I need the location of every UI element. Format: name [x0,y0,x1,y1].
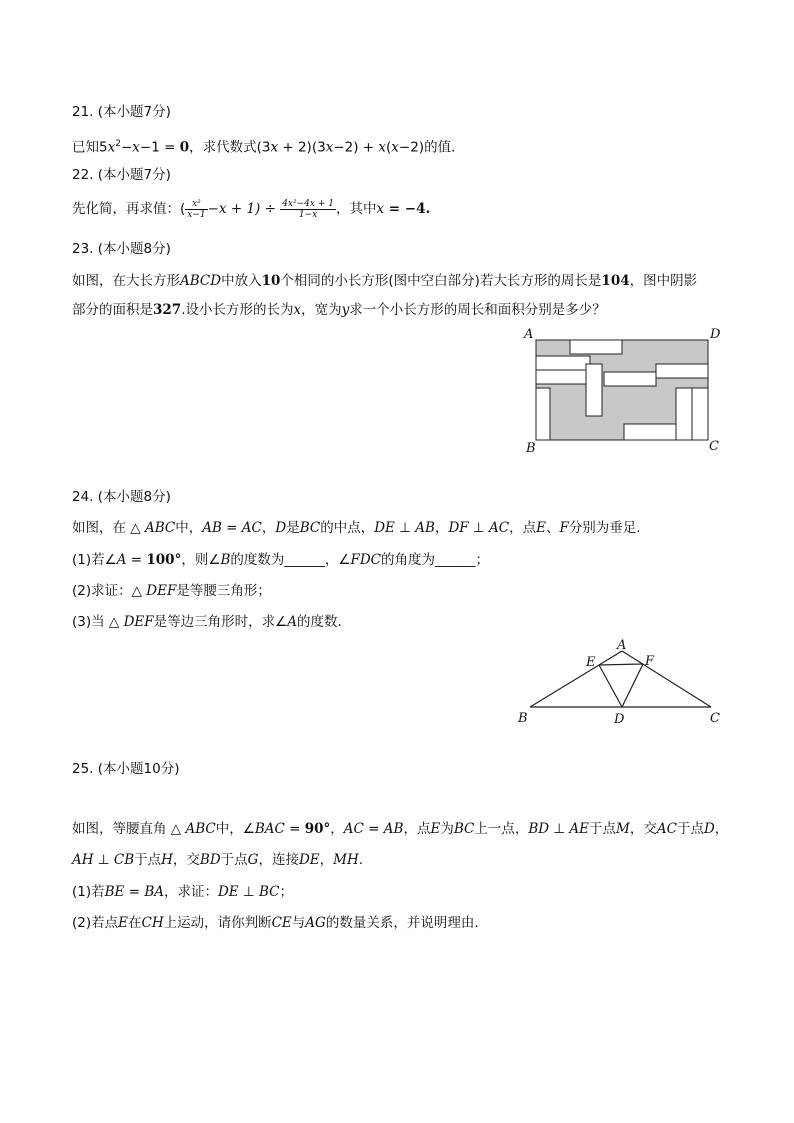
small-rect [624,424,676,440]
segment-ED [599,665,622,707]
label-B: B [518,711,528,726]
q24-header: 24. (本小题8分) [72,489,171,505]
label-D: D [710,327,721,342]
small-rect [586,364,602,416]
q21-text: 已知$5x^2-x-1 = 0$，求代数式(3x + 2)(3x−2) + x(x−2)的值. [72,139,456,156]
q24-part3: (3)当 △ DEF是等边三角形时，求∠A的度数. [72,614,342,630]
small-rect [570,340,622,354]
q25-part2: (2)若点E在CH上运动，请你判断CE与AG的数量关系，并说明理由. [72,915,479,931]
q25-part1: (1)若BE = BA，求证：DE ⊥ BC； [72,884,294,900]
small-rect [604,372,656,386]
label-C: C [710,711,720,726]
q24-part1: (1)若∠A = 100°，则∠B的度数为______，∠FDC的角度为______； [72,552,489,568]
segment-BA [530,651,622,707]
label-C: C [709,439,719,454]
label-A: A [617,638,627,653]
segment-FD [622,664,643,707]
q22-header: 22. (本小题7分) [72,167,171,183]
small-rect [692,388,708,440]
q21-header: 21. (本小题7分) [72,104,171,120]
small-rect [536,356,590,370]
small-rect [656,364,708,378]
fraction-1: $\frac{\text{x²}}{x-1}$ [187,198,206,220]
small-rect [536,370,588,384]
fraction-2: $\frac{\text{4x²−4x + 1}}{1-x}$ [282,198,334,220]
small-rect [676,388,692,440]
q22-text: 先化简，再求值：( $\frac{\text{x²}}{x-1}$ −x + 1) ÷ $\frac{\text{4x²−4x + 1}}{1-x}$ ，其中x = −4. [72,198,431,220]
label-D: D [614,712,625,727]
segment-EF [599,664,643,665]
small-rect [536,388,550,440]
q23-line2: 部分的面积是327.设小长方形的长为x，宽为y求一个小长方形的周长和面积分别是多少？ [72,302,606,318]
label-E: E [586,655,596,670]
label-F: F [645,654,655,669]
label-B: B [526,441,536,456]
label-A: A [524,327,534,342]
q25-line2: AH ⊥ CB于点H，交BD于点G，连接DE，MH. [72,852,364,868]
q24-part2: (2)求证：△ DEF是等腰三角形； [72,583,271,599]
q25-header: 25. (本小题10分) [72,761,180,777]
triangle-figure [510,634,730,728]
q25-line1: 如图，等腰直角 △ ABC中，∠BAC = 90°，AC = AB，点E为BC上一点，BD ⊥ AE于点M，交AC于点D， [72,821,729,837]
q23-line1: 如图，在大长方形ABCD中放入10个相同的小长方形(图中空白部分)若大长方形的周长是104，图中阴影 [72,273,698,289]
rectangle-figure [520,324,730,456]
q24-line1: 如图，在 △ ABC中，AB = AC，D是BC的中点，DE ⊥ AB，DF ⊥ AC，点E、F分别为垂足. [72,520,641,536]
q23-header: 23. (本小题8分) [72,241,171,257]
